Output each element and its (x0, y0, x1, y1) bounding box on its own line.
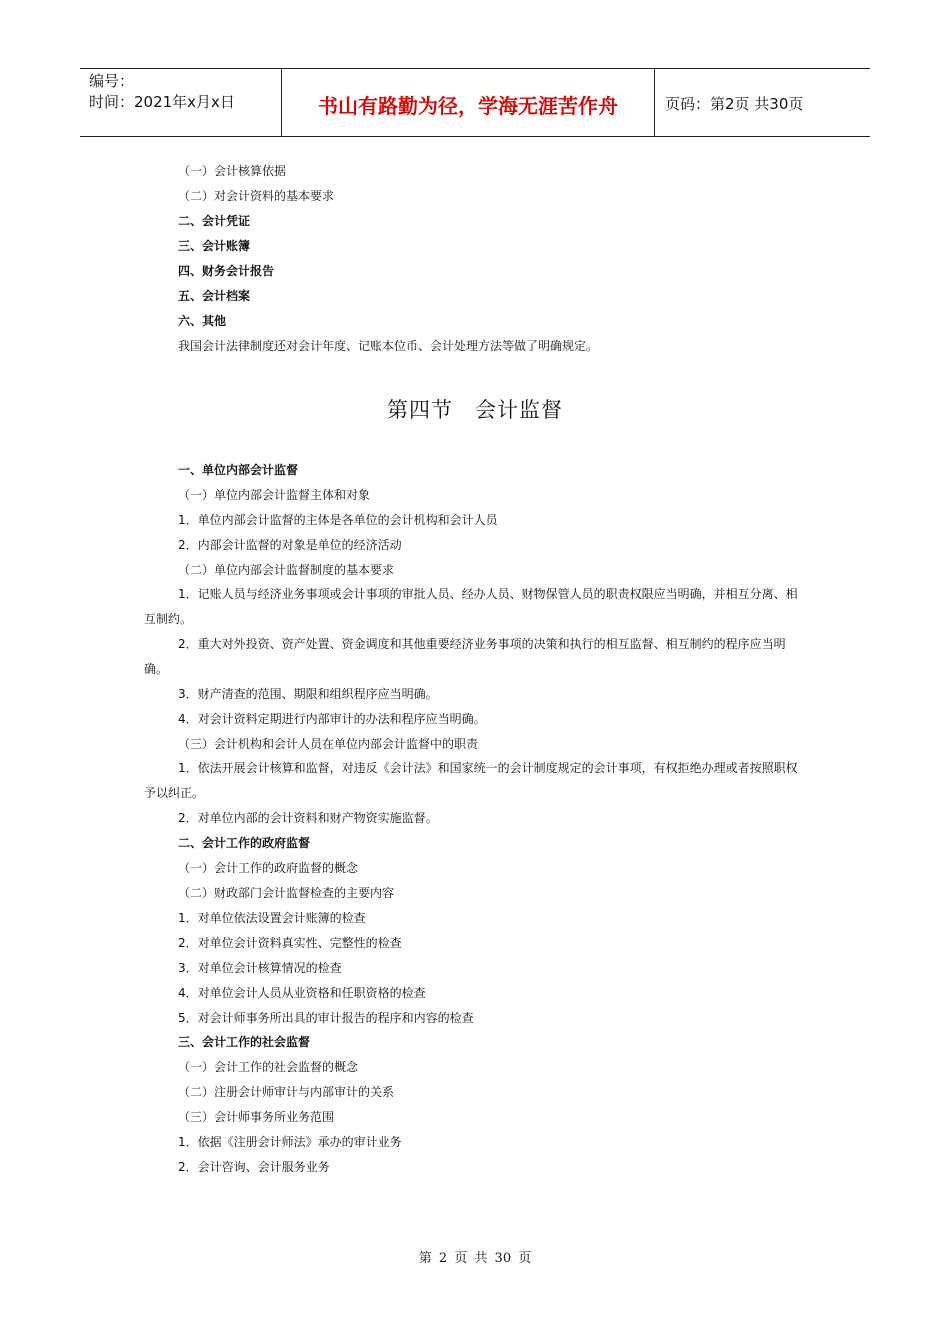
outline-item: （三）会计师事务所业务范围 (178, 1110, 335, 1124)
page-footer: 第 2 页 共 30 页 (418, 1251, 532, 1266)
body-paragraph: 我国会计法律制度还对会计年度、记账本位币、会计处理方法等做了明确规定。 (178, 339, 599, 353)
list-item: 2．会计咨询、会计服务业务 (178, 1160, 330, 1174)
list-item: 3．对单位会计核算情况的检查 (178, 961, 342, 975)
outline-item: （二）财政部门会计监督检查的主要内容 (178, 886, 395, 900)
outline-item: （二）单位内部会计监督制度的基本要求 (178, 563, 395, 577)
outline-heading: 三、会计账簿 (178, 239, 251, 253)
outline-heading: 六、其他 (178, 314, 227, 328)
header-motto: 书山有路勤为径，学海无涯苦作舟 (282, 69, 655, 136)
header-meta (80, 69, 282, 136)
list-item: 1．依法开展会计核算和监督，对违反《会计法》和国家统一的会计制度规定的会计事项，有权拒绝办理或者按照职权予以纠正。 (144, 761, 798, 800)
list-item: 2．重大对外投资、资产处置、资金调度和其他重要经济业务事项的决策和执行的相互监督、相互制约的程序应当明确。 (144, 637, 786, 676)
outline-item: （二）注册会计师审计与内部审计的关系 (178, 1085, 395, 1099)
list-item: 1．对单位依法设置会计账簿的检查 (178, 911, 366, 925)
document-header (80, 68, 870, 137)
outline-item: （一）会计核算依据 (178, 164, 287, 178)
document-number-label: 编号： (89, 72, 135, 90)
header-page-info: 页码：第2页 共30页 (665, 95, 804, 113)
list-item: 4．对会计资料定期进行内部审计的办法和程序应当明确。 (178, 712, 486, 726)
outline-heading: 二、会计工作的政府监督 (178, 836, 311, 850)
list-item: 2．对单位内部的会计资料和财产物资实施监督。 (178, 811, 438, 825)
outline-item: （二）对会计资料的基本要求 (178, 189, 335, 203)
list-item: 2．内部会计监督的对象是单位的经济活动 (178, 538, 402, 552)
outline-heading: 二、会计凭证 (178, 214, 251, 228)
list-item: 1．记账人员与经济业务事项或会计事项的审批人员、经办人员、财物保管人员的职责权限应当明确，并相互分离、相互制约。 (144, 587, 798, 626)
list-item: 1．单位内部会计监督的主体是各单位的会计机构和会计人员 (178, 513, 498, 527)
outline-item: （一）会计工作的政府监督的概念 (178, 861, 359, 875)
list-item: 4．对单位会计人员从业资格和任职资格的检查 (178, 986, 426, 1000)
list-item: 1．依据《注册会计师法》承办的审计业务 (178, 1135, 402, 1149)
list-item: 3．财产清查的范围、期限和组织程序应当明确。 (178, 687, 438, 701)
outline-item: （一）会计工作的社会监督的概念 (178, 1060, 359, 1074)
outline-heading: 四、财务会计报告 (178, 264, 275, 278)
document-date-label: 时间：2021年x月x日 (89, 93, 235, 111)
list-item: 2．对单位会计资料真实性、完整性的检查 (178, 936, 402, 950)
outline-heading: 五、会计档案 (178, 289, 251, 303)
outline-item: （三）会计机构和会计人员在单位内部会计监督中的职责 (178, 737, 479, 751)
section-title: 第四节 会计监督 (387, 398, 563, 422)
outline-heading: 一、单位内部会计监督 (178, 463, 299, 477)
outline-item: （一）单位内部会计监督主体和对象 (178, 488, 371, 502)
outline-heading: 三、会计工作的社会监督 (178, 1035, 311, 1049)
list-item: 5．对会计师事务所出具的审计报告的程序和内容的检查 (178, 1011, 474, 1025)
